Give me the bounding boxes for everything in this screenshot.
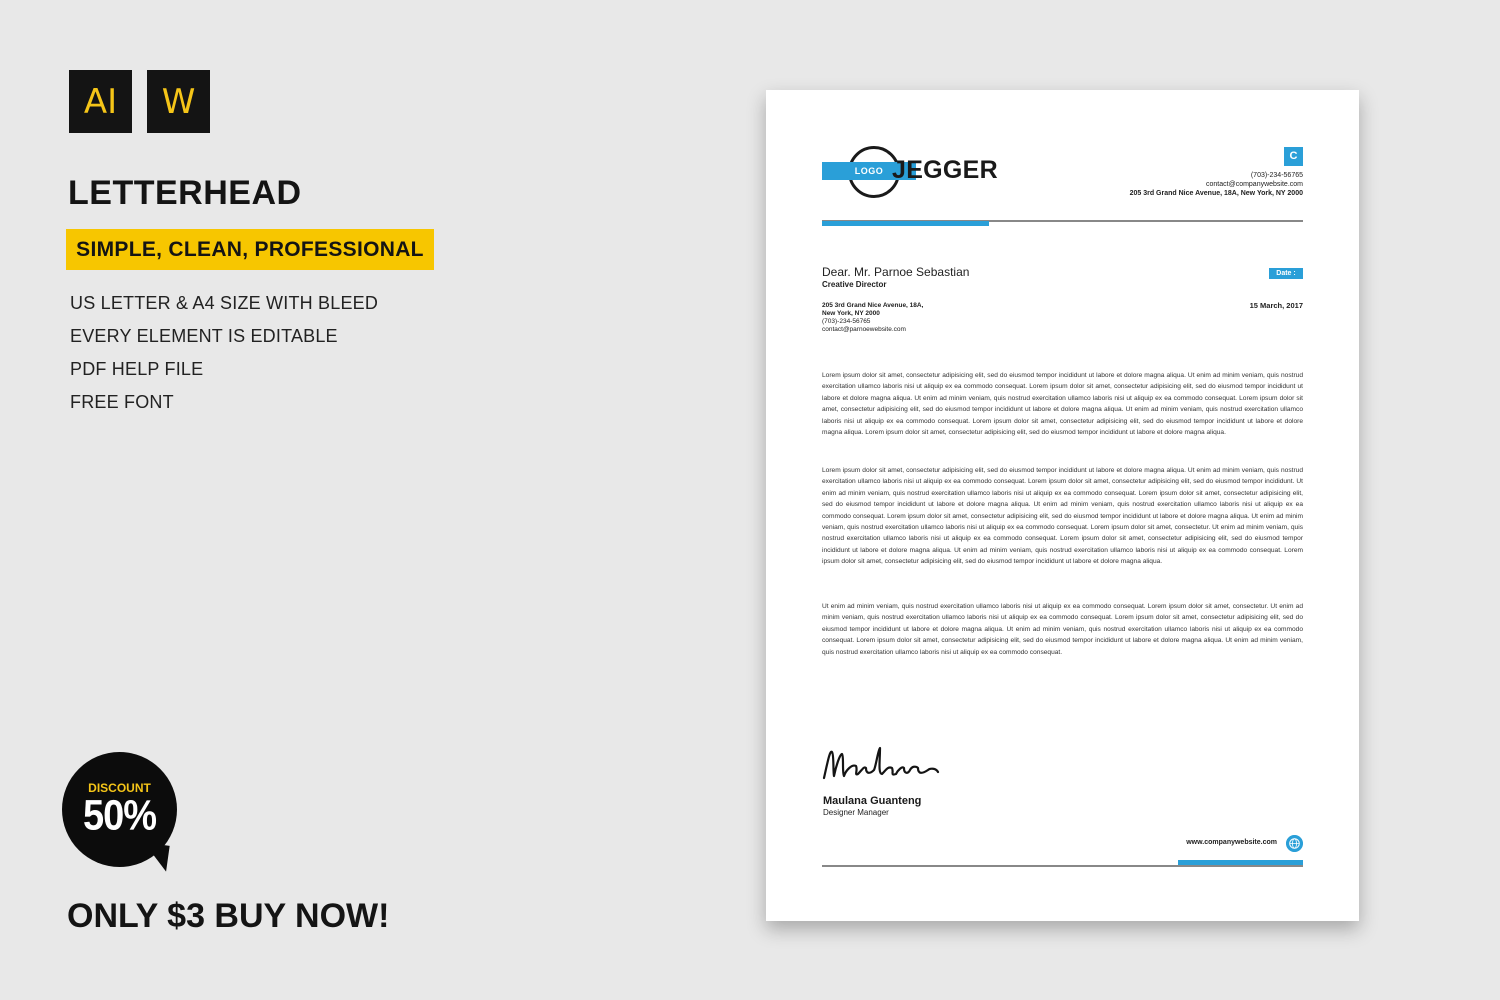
header-email: contact@companywebsite.com [1206, 181, 1303, 188]
globe-icon [1286, 835, 1303, 852]
header-phone: (703)-234-56765 [1250, 172, 1303, 179]
feature-item: PDF HELP FILE [70, 359, 204, 379]
corner-badge: C [1284, 147, 1303, 166]
signer-name: Maulana Guanteng [823, 795, 922, 807]
body-paragraph: Ut enim ad minim veniam, quis nostrud exercitation ullamco laboris nisi ut aliquip ex ea commodo consequat. Lorem ipsum dolor sit amet, consectetur. Ut enim ad minim veniam, quis nostrud exercitation ullamco laboris nisi ut aliquip ex ea commodo consequat. Lorem ipsum dolor sit amet, consectetur adipisicing elit, sed do eiusmod tempor incididunt ut labore et dolore magna aliqua. Ut enim ad minim veniam, quis nostrud exercitation ullamco laboris nisi ut aliquip ex ea commodo consequat. Lorem ipsum dolor sit amet, consectetur adipisicing elit, sed do eiusmod tempor incididunt ut labore et dolore magna aliqua. Ut enim ad minim veniam, quis nostrud exercitation ullamco laboris nisi ut aliquip ex ea commodo consequat. [822, 603, 1303, 656]
date-label: Date : [1269, 268, 1303, 279]
header-divider-accent [822, 221, 989, 226]
header-contact [1130, 171, 1303, 198]
discount-value: 50% [82, 792, 157, 840]
footer-website: www.companywebsite.com [1186, 839, 1277, 846]
feature-item: FREE FONT [70, 392, 174, 412]
logo-band: LOGO [822, 162, 916, 180]
buy-now-cta[interactable]: ONLY $3 BUY NOW! [67, 897, 390, 935]
footer-divider [822, 865, 1303, 867]
signer-title: Designer Manager [823, 808, 889, 817]
word-badge: W [147, 70, 210, 133]
recipient-address [822, 302, 923, 334]
signature [818, 740, 958, 790]
product-title: LETTERHEAD [68, 174, 302, 212]
discount-badge [62, 752, 177, 867]
recipient-name: Dear. Mr. Parnoe Sebastian [822, 265, 970, 279]
company-name: JEGGER [892, 156, 998, 184]
recipient-title: Creative Director [822, 280, 887, 289]
recipient-address-line1: 205 3rd Grand Nice Avenue, 18A, [822, 302, 924, 309]
recipient-email: contact@parnoewebsite.com [822, 326, 906, 333]
discount-label: DISCOUNT [88, 781, 151, 795]
letterhead-page [766, 90, 1359, 921]
feature-item: EVERY ELEMENT IS EDITABLE [70, 326, 338, 346]
body-paragraph: Lorem ipsum dolor sit amet, consectetur adipisicing elit, sed do eiusmod tempor incididunt ut labore et dolore magna aliqua. Ut enim ad minim veniam, quis nostrud exercitation ullamco laboris nisi ut aliquip ex ea commodo consequat. Lorem ipsum dolor sit amet, consectetur adipisicing elit, sed do eiusmod tempor incididunt. Ut enim ad minim veniam, quis nostrud exercitation ullamco laboris nisi ut aliquip ex ea commodo consequat. Lorem ipsum dolor sit amet, consectetur adipisicing elit, sed do eiusmod tempor incididunt ut labore et dolore magna aliqua. Ut enim ad minim veniam, quis nostrud exercitation ullamco laboris nisi ut aliquip ex ea commodo consequat. Lorem ipsum dolor sit amet, consectetur adipisicing elit, sed do eiusmod tempor incididunt ut labore et dolore magna aliqua. Ut enim ad minim veniam, quis nostrud exercitation ullamco laboris nisi ut aliquip ex ea commodo consequat. Lorem ipsum dolor sit amet, consectetur. Ut enim ad minim veniam, quis nostrud exercitation ullamco laboris nisi ut aliquip ex ea commodo consequat. Lorem ipsum dolor sit amet, consectetur adipisicing elit, sed do eiusmod tempor incididunt ut labore et dolore magna aliqua. Ut enim ad minim veniam, quis nostrud exercitation ullamco laboris nisi ut aliquip ex ea commodo consequat. Lorem ipsum dolor sit amet, consectetur adipisicing elit, sed do eiusmod tempor incididunt ut labore et dolore magna aliqua. [822, 467, 1303, 566]
illustrator-badge: AI [69, 70, 132, 133]
body-paragraph: Lorem ipsum dolor sit amet, consectetur adipisicing elit, sed do eiusmod tempor incididunt ut labore et dolore magna aliqua. Ut enim ad minim veniam, quis nostrud exercitation ullamco laboris nisi ut aliquip ex ea commodo consequat. Lorem ipsum dolor sit amet, consectetur adipisicing elit, sed do eiusmod tempor incididunt ut labore et dolore magna aliqua. Ut enim ad minim veniam, quis nostrud exercitation ullamco laboris nisi ut aliquip ex ea commodo consequat. Lorem ipsum dolor sit amet, consectetur adipisicing elit, sed do eiusmod tempor incididunt ut labore et dolore magna aliqua. Ut enim ad minim veniam, quis nostrud exercitation ullamco laboris nisi ut aliquip ex ea commodo consequat. Lorem ipsum dolor sit amet, consectetur adipisicing elit, sed do eiusmod tempor incididunt ut labore et dolore magna aliqua. Lorem ipsum dolor sit amet, consectetur adipisicing elit, sed do eiusmod tempor incididunt ut labore et dolore magna aliqua. [822, 372, 1303, 437]
date-value: 15 March, 2017 [1249, 301, 1303, 310]
header-address: 205 3rd Grand Nice Avenue, 18A, New York, NY 2000 [1129, 190, 1303, 197]
tagline-banner: SIMPLE, CLEAN, PROFESSIONAL [66, 229, 434, 270]
feature-list [70, 290, 378, 422]
recipient-phone: (703)-234-56765 [822, 318, 871, 325]
recipient-address-line2: New York, NY 2000 [822, 310, 880, 317]
feature-item: US LETTER & A4 SIZE WITH BLEED [70, 293, 379, 313]
